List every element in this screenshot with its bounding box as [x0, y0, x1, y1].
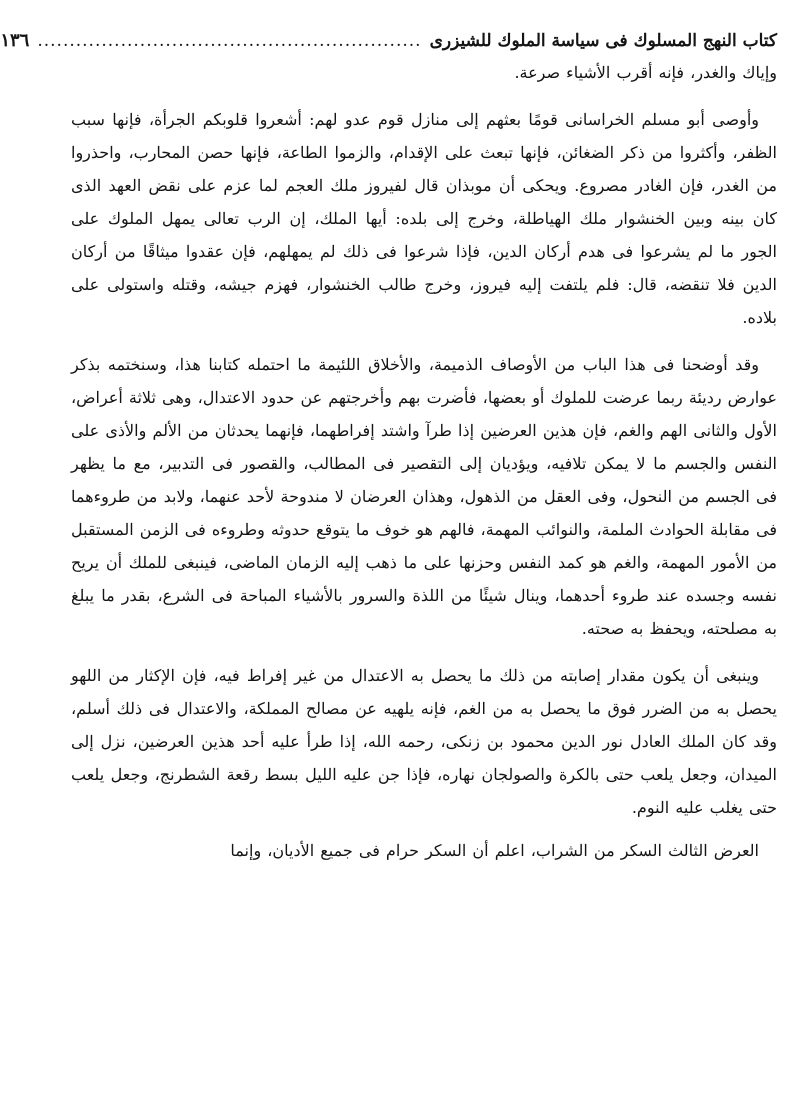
paragraph-1: وإياك والغدر، فإنه أقرب الأشياء صرعة. [514, 63, 777, 82]
book-page [0, 26, 777, 867]
paragraph-4: وينبغى أن يكون مقدار إصابته من ذلك ما يحصل به الاعتدال من غير إفراط فيه، فإن الإكثار من اللهو يحصل به من الضرر فوق ما يحصل به من الغم، فإنه يلهيه عن مصالح المملكة، والاعتدال فى ذلك أسلم، وقد كان الملك العادل نور الدين محمود بن زنكى، رحمه الله، إذا طرأ عليه أحد هذين العرضين، نزل إلى الميدان، وجعل يلعب حتى بالكرة والصولجان نهاره، فإذا جن عليه الليل بسط رقعة الشطرنج، وجعل يلعب حتى يغلب عليه النوم. [71, 666, 777, 817]
paragraph-2: وأوصى أبو مسلم الخراسانى قومًا بعثهم إلى منازل قوم عدو لهم: أشعروا قلوبكم الجرأة، فإنها سبب الظفر، وأكثروا من ذكر الضغائن، فإنها تبعث على الإقدام، والزموا الطاعة، فإنها حصن المحارب، واحذروا من الغدر، فإن الغادر مصروع. ويحكى أن موبذان قال لفيروز ملك العجم لما عزم على نقض العهد الذى كان بينه وبين الخنشوار ملك الهياطلة، وخرج إلى بلده: أيها الملك، إن الرب تعالى يمهل الملوك على الجور ما لم يشرعوا فى هدم أركان الدين، فإذا شرعوا فى ذلك لم يمهلهم، فإن عقدوا ميثاقًا من أركان الدين فلا تنقضه، قال: فلم يلتفت إليه فيروز، وخرج طالب الخنشوار، فهزم جيشه، وقتله واستولى على بلاده. [71, 110, 777, 327]
paragraph-5: العرض الثالث السكر من الشراب، اعلم أن السكر حرام فى جميع الأديان، وإنما [230, 841, 759, 860]
header-dot-leader: ............................................................ [37, 31, 422, 51]
book-title: كتاب النهج المسلوك فى سياسة الملوك للشيزرى [429, 31, 777, 51]
page-number: ١٣٦ [0, 30, 30, 51]
paragraph-3: وقد أوضحنا فى هذا الباب من الأوصاف الذميمة، والأخلاق اللئيمة ما احتمله كتابنا هذا، وسنختمه بذكر عوارض رديئة ربما عرضت للملوك أو بعضها، فأضرت بهم وأخرجتهم عن حدود الاعتدال، وهى ثلاثة أعراض، الأول والثانى الهم والغم، فإن هذين العرضين إذا طرآ واشتد إفراطهما، فإنهما يحدثان من الألم والأذى على النفس والجسم ما لا يمكن تلافيه، ويؤديان إلى التقصير فى المطالب، والقصور فى التدبير، مع ما يظهر فى الجسم من النحول، وفى العقل من الذهول، وهذان العرضان لا مندوحة لأحد عنهما، ولابد من طروءهما فى مقابلة الحوادث الملمة، والنوائب المهمة، فالهم هو خوف ما يتوقع حدوثه وطروءه فى الزمن المستقبل من الأمور المهمة، والغم هو كمد النفس وحزنها على ما ذهب إليه الزمان الماضى، فينبغى للملك أن يريح نفسه وجسده عند طروء أحدهما، وينال شيئًا من اللذة والسرور بالأشياء المباحة فى الشرع، بقدر ما يبلغ به مصلحته، ويحفظ به صحته. [71, 355, 777, 638]
running-header [0, 26, 777, 56]
